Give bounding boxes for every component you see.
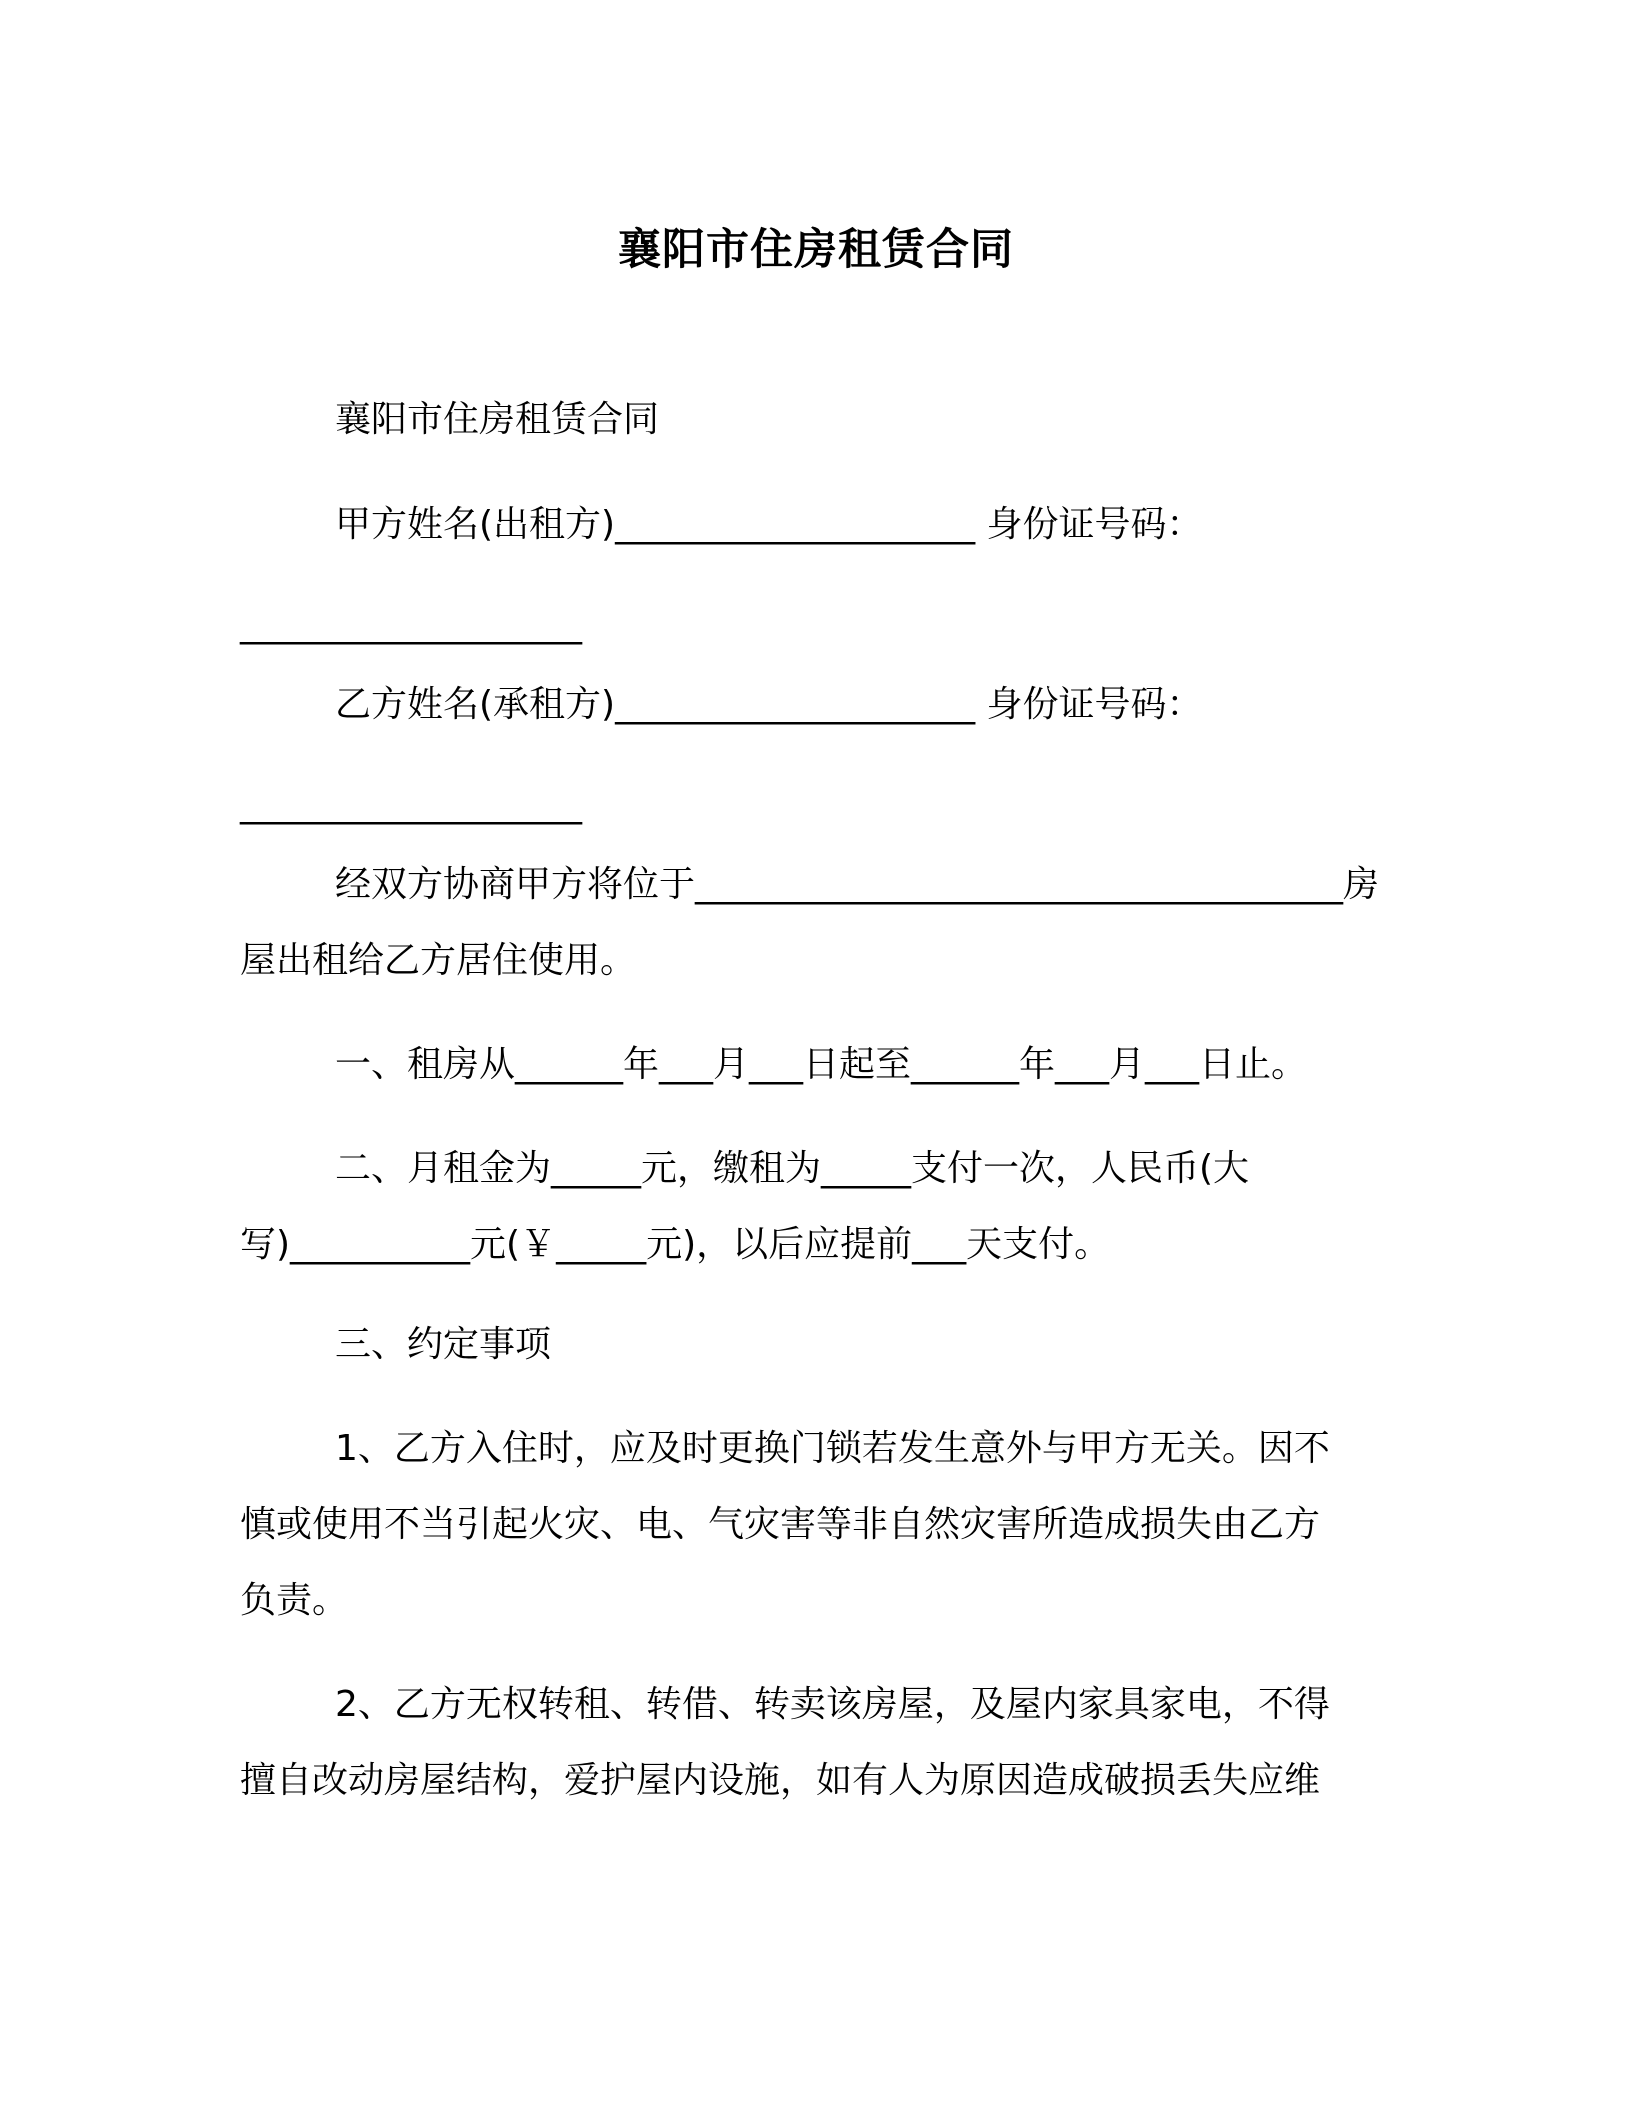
subtitle-line: 襄阳市住房租赁合同	[335, 399, 660, 440]
item-1-line-1: 1、乙方入住时，应及时更换门锁若发生意外与甲方无关。因不	[335, 1428, 1330, 1469]
item-1-line-3: 负责。	[240, 1580, 349, 1621]
item-2-line-1: 2、乙方无权转租、转借、转卖该房屋，及屋内家具家电，不得	[335, 1684, 1330, 1725]
clause-1-term: 一、租房从______年___月___日起至______年___月___日止。	[335, 1044, 1308, 1085]
clause-2-rent: 二、月租金为_____元，缴租为_____支付一次，人民币(大	[335, 1148, 1250, 1189]
property-location-line-cont: 屋出租给乙方居住使用。	[240, 940, 637, 981]
clause-2-rent-cont: 写)__________元(￥_____元)，以后应提前___天支付。	[240, 1224, 1111, 1265]
item-1-line-2: 慎或使用不当引起火灾、电、气灾害等非自然灾害所造成损失由乙方	[240, 1504, 1321, 1545]
party-b-line: 乙方姓名(承租方)____________________ 身份证号码：	[335, 684, 1203, 725]
party-a-line: 甲方姓名(出租方)____________________ 身份证号码：	[335, 504, 1203, 545]
clause-3-heading: 三、约定事项	[335, 1324, 552, 1365]
item-2-line-2: 擅自改动房屋结构，爱护屋内设施，如有人为原因造成破损丢失应维	[240, 1760, 1321, 1801]
property-location-line: 经双方协商甲方将位于____________________________________房	[335, 864, 1380, 905]
party-a-id-blank: ___________________	[240, 604, 582, 645]
document-title: 襄阳市住房租赁合同	[618, 225, 1014, 275]
party-b-id-blank: ___________________	[240, 784, 582, 825]
